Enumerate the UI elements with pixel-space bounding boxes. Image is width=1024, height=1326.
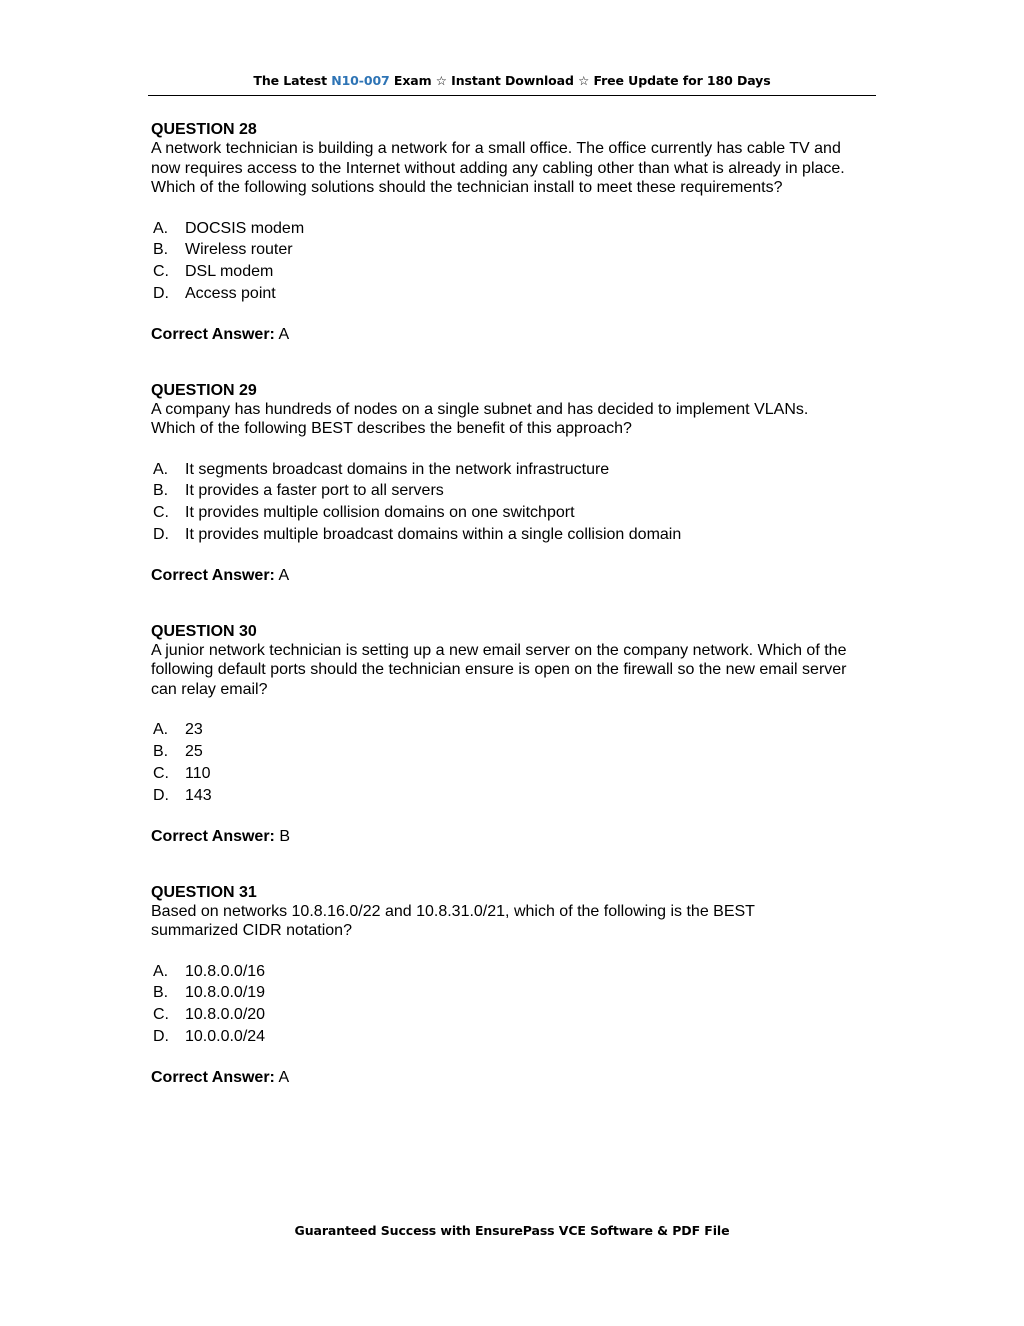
question-text: A company has hundreds of nodes on a single subnet and has decided to implement VLANs. Which of the following BEST describes the benefit of this approach? — [151, 400, 809, 438]
option-letter: B. — [153, 984, 169, 1002]
question-title: QUESTION 30 — [151, 622, 257, 640]
option-text: It provides multiple broadcast domains within a single collision domain — [185, 526, 682, 544]
header-suffix: Exam ☆ Instant Download ☆ Free Update for 180 Days — [389, 73, 771, 88]
option-letter: A. — [153, 460, 169, 478]
question-title: QUESTION 31 — [151, 883, 257, 901]
option-text: It provides multiple collision domains on one switchport — [185, 504, 575, 522]
option-letter: D. — [153, 1027, 169, 1045]
options-list — [151, 719, 876, 806]
question-29 — [151, 381, 876, 585]
option-letter: D. — [153, 526, 169, 544]
correct-answer-label: Correct Answer: — [151, 325, 275, 343]
question-28 — [151, 120, 876, 344]
option-text: 10.0.0.0/24 — [185, 1027, 266, 1045]
correct-answer-value: A — [278, 325, 290, 343]
option-b — [151, 480, 876, 502]
question-text: Based on networks 10.8.16.0/22 and 10.8.31.0/21, which of the following is the BEST summarized CIDR notation? — [151, 902, 755, 940]
option-b — [151, 239, 876, 261]
option-a — [151, 961, 876, 983]
page-footer: Guaranteed Success with EnsurePass VCE Software & PDF File — [294, 1223, 730, 1238]
option-text: DOCSIS modem — [185, 219, 305, 237]
option-text: Wireless router — [185, 241, 293, 259]
header-prefix: The Latest — [253, 73, 332, 88]
option-c — [151, 1004, 876, 1026]
option-a — [151, 719, 876, 741]
option-text: 143 — [185, 786, 212, 804]
option-d — [151, 785, 876, 807]
option-letter: A. — [153, 962, 169, 980]
page-header — [148, 72, 876, 90]
correct-answer-label: Correct Answer: — [151, 827, 275, 845]
option-text: Access point — [185, 284, 276, 302]
option-c — [151, 763, 876, 785]
question-31 — [151, 883, 876, 1087]
option-letter: B. — [153, 482, 169, 500]
option-d — [151, 283, 876, 305]
header-divider — [148, 95, 876, 96]
option-c — [151, 502, 876, 524]
option-letter: B. — [153, 241, 169, 259]
correct-answer — [151, 827, 876, 846]
option-text: 110 — [185, 764, 211, 782]
correct-answer — [151, 566, 876, 585]
option-text: It segments broadcast domains in the network infrastructure — [185, 460, 610, 478]
question-list — [151, 120, 876, 1087]
option-letter: A. — [153, 219, 169, 237]
option-letter: B. — [153, 743, 169, 761]
option-letter: C. — [153, 764, 169, 782]
correct-answer-label: Correct Answer: — [151, 1068, 275, 1086]
option-c — [151, 261, 876, 283]
option-letter: C. — [153, 504, 169, 522]
option-text: It provides a faster port to all servers — [185, 482, 444, 500]
option-d — [151, 524, 876, 546]
correct-answer-value: B — [279, 827, 291, 845]
option-letter: D. — [153, 284, 169, 302]
option-letter: C. — [153, 1006, 169, 1024]
correct-answer — [151, 1068, 876, 1087]
option-b — [151, 982, 876, 1004]
question-30 — [151, 622, 876, 846]
correct-answer — [151, 325, 876, 344]
exam-code: N10-007 — [331, 73, 390, 88]
option-letter: C. — [153, 263, 169, 281]
option-text: DSL modem — [185, 263, 274, 281]
option-b — [151, 741, 876, 763]
option-letter: D. — [153, 786, 169, 804]
options-list — [151, 459, 876, 546]
correct-answer-value: A — [278, 566, 290, 584]
option-text: 10.8.0.0/20 — [185, 1006, 266, 1024]
question-text: A network technician is building a network for a small office. The office currently has cable TV and now requires access to the Internet without adding any cabling other than what is already in place. Which of the following solutions should the technician install to meet these requirements? — [151, 140, 845, 196]
question-text: A junior network technician is setting up a new email server on the company network. Which of the following default ports should the technician ensure is open on the firewall so the new email server can relay email? — [151, 641, 847, 698]
option-a — [151, 218, 876, 240]
question-title: QUESTION 28 — [151, 121, 257, 138]
options-list — [151, 218, 876, 305]
options-list — [151, 961, 876, 1048]
option-a — [151, 459, 876, 481]
option-text: 10.8.0.0/19 — [185, 984, 266, 1002]
option-letter: A. — [153, 721, 169, 739]
option-text: 10.8.0.0/16 — [185, 962, 266, 980]
correct-answer-label: Correct Answer: — [151, 566, 275, 584]
option-text: 23 — [185, 721, 203, 739]
option-d — [151, 1026, 876, 1048]
option-text: 25 — [185, 743, 203, 761]
question-title: QUESTION 29 — [151, 381, 257, 399]
correct-answer-value: A — [278, 1068, 290, 1086]
